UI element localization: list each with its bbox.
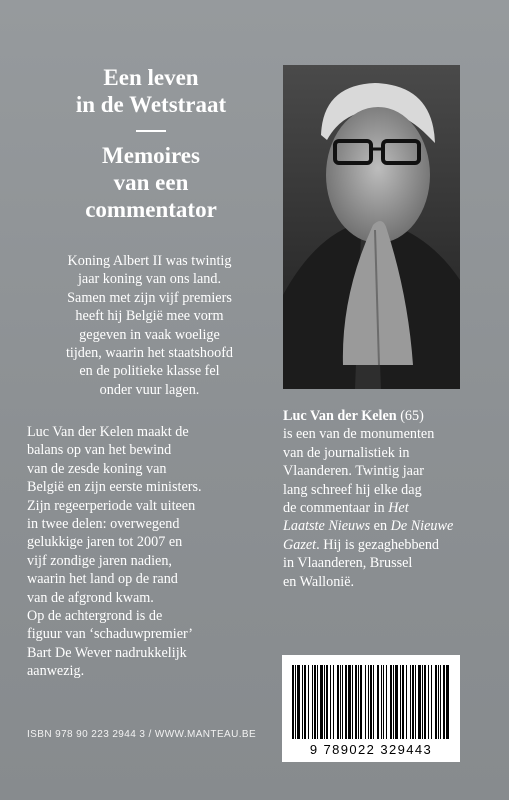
barcode-bar [431, 665, 432, 739]
barcode-bar [297, 665, 300, 739]
isbn-publisher-line: ISBN 978 90 223 2944 3 / WWW.MANTEAU.BE [27, 729, 257, 740]
blurb-line: gegeven in vaak woelige [79, 326, 220, 343]
bio-text: . Hij is gezaghebbend [316, 536, 440, 553]
title-divider [136, 130, 166, 132]
bio-line: is een van de monumenten [283, 426, 435, 443]
title-line: Een leven [103, 65, 199, 90]
blurb-line: België en zijn eerste ministers. [27, 479, 202, 496]
barcode-bar [333, 665, 334, 739]
barcode-bar [393, 665, 394, 739]
bio-line [283, 499, 483, 517]
barcode-bar [377, 665, 379, 739]
barcode-bar [302, 665, 303, 739]
subtitle-line: commentator [85, 197, 217, 222]
book-subtitle [40, 142, 262, 223]
barcode-bar [438, 665, 439, 739]
blurb-paragraph-1 [27, 252, 272, 399]
barcode-bar [370, 665, 372, 739]
barcode-bar [317, 665, 318, 739]
barcode [282, 655, 460, 762]
barcode-bar [373, 665, 374, 739]
barcode-bar [358, 665, 359, 739]
barcode-bar [435, 665, 437, 739]
blurb-line: Koning Albert II was twintig [67, 253, 232, 269]
blurb-line: tijden, waarin het staatshoofd [65, 345, 234, 362]
barcode-bar [410, 665, 411, 739]
book-title [40, 64, 262, 118]
barcode-bar [390, 665, 392, 739]
newspaper-name: Gazet [283, 536, 317, 553]
barcode-bar [295, 665, 296, 739]
barcode-bars [290, 665, 452, 741]
barcode-bar [406, 665, 407, 739]
barcode-bar [383, 665, 384, 739]
author-age: (65) [396, 408, 424, 424]
title-block [40, 64, 262, 223]
blurb-line: figuur van ‘schaduwpremier’ [27, 626, 193, 643]
barcode-bar [345, 665, 347, 739]
barcode-bar [386, 665, 387, 739]
newspaper-name: De Nieuwe [390, 518, 454, 535]
barcode-bar [337, 665, 339, 739]
barcode-bar [422, 665, 423, 739]
blurb-line: onder vuur lagen. [99, 381, 200, 398]
barcode-bar [348, 665, 351, 739]
bio-line: Vlaanderen. Twintig jaar [283, 463, 424, 480]
barcode-bar [424, 665, 426, 739]
barcode-bar [355, 665, 357, 739]
bio-line: in Vlaanderen, Brussel [283, 555, 413, 572]
barcode-bar [326, 665, 328, 739]
bio-line [283, 407, 483, 425]
barcode-bar [440, 665, 441, 739]
blurb-line: jaar koning van ons land. [77, 271, 222, 288]
author-name: Luc Van der Kelen [283, 408, 397, 424]
barcode-bar [342, 665, 343, 739]
barcode-bar [292, 665, 294, 739]
barcode-bar [381, 665, 382, 739]
barcode-bar [352, 665, 353, 739]
barcode-bar [402, 665, 404, 739]
bio-line: lang schreef hij elke dag [283, 481, 422, 498]
blurb-line: balans op van het bewind [27, 442, 172, 459]
barcode-bar [312, 665, 313, 739]
subtitle-line: van een [113, 170, 189, 195]
barcode-bar [324, 665, 325, 739]
author-bio [283, 407, 483, 591]
barcode-digits: 9 789022 329443 [309, 742, 433, 757]
blurb-line: van de zesde koning van [27, 460, 167, 477]
blurb-line: en de politieke klasse fel [79, 363, 220, 380]
bio-text: en [370, 518, 391, 535]
blurb-line: vijf zondige jaren nadien, [27, 552, 172, 569]
blurb-line: aanwezig. [27, 663, 85, 680]
blurb-paragraph-2 [27, 423, 272, 681]
barcode-bar [415, 665, 416, 739]
barcode-bar [308, 665, 309, 739]
blurb-line: Luc Van der Kelen maakt de [27, 424, 189, 440]
title-line: in de Wetstraat [75, 92, 227, 117]
barcode-bar [340, 665, 341, 739]
barcode-bar [400, 665, 401, 739]
barcode-bar [314, 665, 316, 739]
bio-line [283, 536, 483, 554]
blurb-line: in twee delen: overwegend [27, 516, 180, 533]
barcode-bar [428, 665, 429, 739]
newspaper-name: Laatste Nieuws [283, 518, 371, 535]
barcode-bar [304, 665, 306, 739]
bio-line: en Wallonië. [283, 573, 355, 590]
subtitle-line: Memoires [102, 143, 200, 168]
barcode-bar [418, 665, 421, 739]
blurb-line: Samen met zijn vijf premiers [67, 289, 232, 306]
blurb-line: Zijn regeerperiode valt uiteen [27, 497, 196, 514]
barcode-bar [360, 665, 362, 739]
blurb-line: van de afgrond kwam. [27, 589, 154, 606]
blurb-line: Bart De Wever nadrukkelijk [27, 644, 187, 661]
barcode-bar [446, 665, 449, 739]
blurb-line: gelukkige jaren tot 2007 en [27, 534, 183, 551]
newspaper-name: Het [388, 500, 409, 517]
barcode-bar [365, 665, 366, 739]
barcode-bar [368, 665, 369, 739]
bio-line [283, 517, 483, 535]
blurb-line: heeft hij België mee vorm [75, 308, 224, 325]
barcode-bar [395, 665, 398, 739]
bio-text: de commentaar in [283, 500, 389, 517]
author-photo [283, 65, 460, 389]
author-portrait-image [283, 65, 460, 389]
barcode-bar [443, 665, 445, 739]
barcode-bar [330, 665, 331, 739]
barcode-bar [320, 665, 323, 739]
blurb-line: Op de achtergrond is de [27, 608, 163, 625]
bio-line: van de journalistiek in [283, 444, 410, 461]
blurb-line: waarin het land op de rand [27, 571, 178, 588]
barcode-bar [412, 665, 414, 739]
